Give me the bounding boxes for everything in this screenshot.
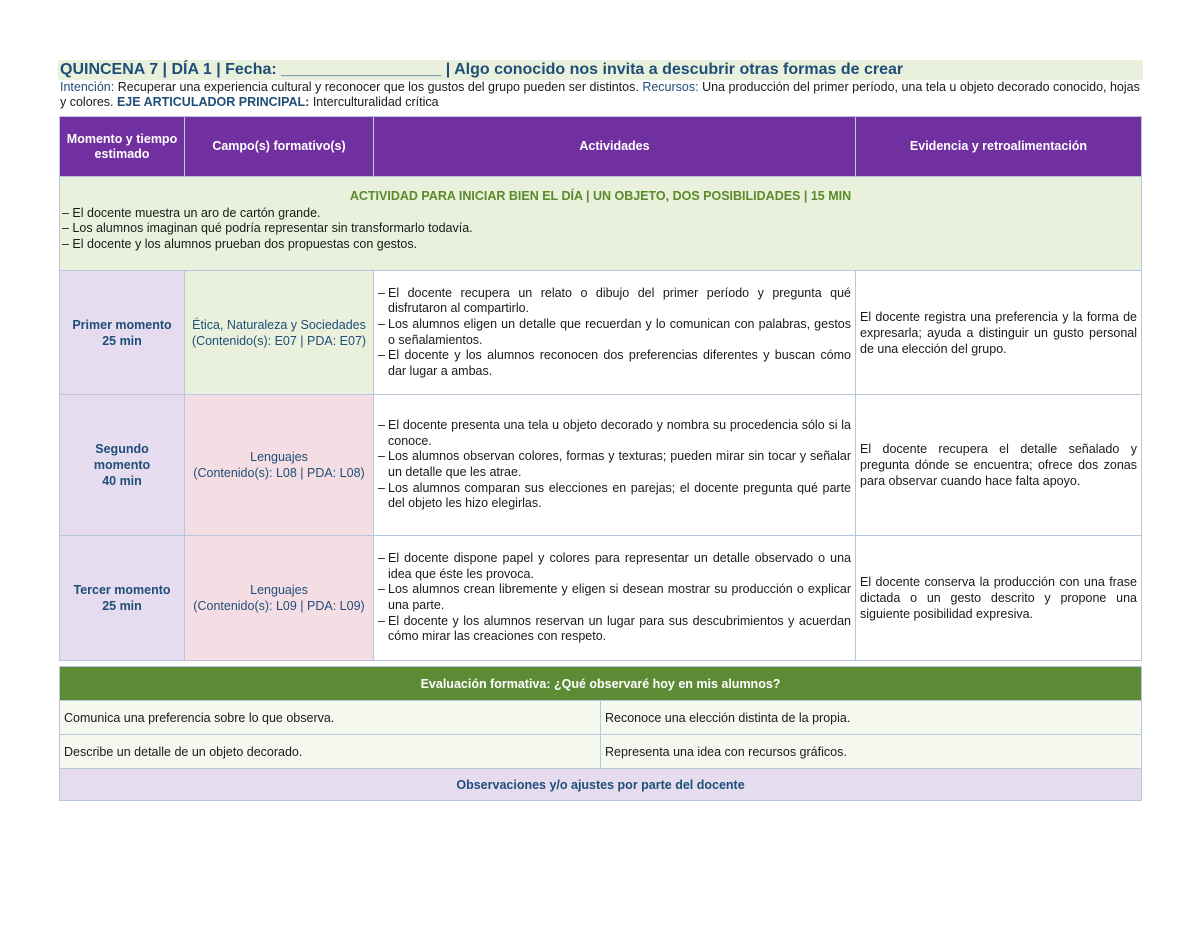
momento-name: Segundo momento xyxy=(93,442,151,472)
campo-name: Lenguajes xyxy=(250,583,308,597)
evidencia-cell: El docente recupera el detalle señalado y pregunta dónde se encuentra; ofrece dos zonas para observar cuando hace falta apoyo. xyxy=(856,395,1142,536)
starter-activity xyxy=(60,177,1142,271)
campo-name: Ética, Naturaleza y Sociedades xyxy=(192,317,366,332)
recursos-text: Una producción del primer período, una tela u objeto decorado conocido, hojas y colores. xyxy=(60,80,1140,109)
momento-cell xyxy=(60,271,185,395)
momento-name: Tercer momento xyxy=(73,583,171,597)
evaluation-cell: Describe un detalle de un objeto decorado. xyxy=(60,735,601,769)
col-header-momento: Momento y tiempo estimado xyxy=(60,117,185,177)
starter-row xyxy=(60,177,1142,271)
planning-page xyxy=(58,60,1143,801)
evidencia-cell: El docente conserva la producción con una frase dictada o un gesto descrito y propone una siguiente posibilidad expresiva. xyxy=(856,536,1142,661)
campo-cell xyxy=(185,536,374,661)
col-header-evidencia: Evidencia y retroalimentación xyxy=(856,117,1142,177)
table-header-row xyxy=(60,117,1142,177)
activity-item: – Los alumnos observan colores, formas y texturas; pueden mirar sin tocar y señalar un detalle que les atrae. xyxy=(378,449,851,479)
momento-cell xyxy=(60,536,185,661)
eje-label: EJE ARTICULADOR PRINCIPAL: xyxy=(116,95,310,109)
evaluation-cell: Reconoce una elección distinta de la propia. xyxy=(601,701,1142,735)
starter-line: – El docente muestra un aro de cartón grande. xyxy=(62,205,321,220)
actividades-cell xyxy=(374,536,856,661)
campo-contenido: (Contenido(s): E07 | PDA: E07) xyxy=(191,333,367,348)
table-row-primer-momento xyxy=(60,271,1142,395)
evaluation-table xyxy=(59,666,1142,801)
evaluation-cell: Comunica una preferencia sobre lo que observa. xyxy=(60,701,601,735)
momento-time: 25 min xyxy=(102,333,142,348)
intencion-label: Intención: xyxy=(60,80,115,94)
campo-cell xyxy=(185,395,374,536)
activities-table xyxy=(59,116,1142,661)
intencion-text: Recuperar una experiencia cultural y reconocer que los gustos del grupo pueden ser distintos. xyxy=(114,80,643,94)
momento-time: 25 min xyxy=(102,599,142,613)
campo-name: Lenguajes xyxy=(250,450,308,464)
campo-contenido: (Contenido(s): L08 | PDA: L08) xyxy=(193,466,365,480)
activity-item: – El docente presenta una tela u objeto decorado y nombra su procedencia sólo si la conoce. xyxy=(378,418,851,448)
starter-line: – Los alumnos imaginan qué podría representar sin transformarlo todavía. xyxy=(62,221,473,235)
momento-cell xyxy=(60,395,185,536)
starter-title: ACTIVIDAD PARA INICIAR BIEN EL DÍA | UN OBJETO, DOS POSIBILIDADES | 15 MIN xyxy=(349,189,852,203)
eje-text: Interculturalidad crítica xyxy=(309,95,439,109)
evaluation-row xyxy=(60,735,1142,769)
activity-item: – El docente recupera un relato o dibujo del primer período y pregunta qué disfrutaron al compartirlo. xyxy=(378,285,851,316)
starter-line: – El docente y los alumnos prueban dos propuestas con gestos. xyxy=(62,236,418,251)
activity-item: – Los alumnos eligen un detalle que recuerdan y lo comunican con palabras, gestos o señalamientos. xyxy=(378,316,851,347)
page-title: QUINCENA 7 | DÍA 1 | Fecha: __________________ | Algo conocido nos invita a descubrir otras formas de crear xyxy=(58,60,1143,80)
actividades-cell xyxy=(374,395,856,536)
activity-item: – El docente y los alumnos reconocen dos preferencias diferentes y buscan cómo dar lugar a ambas. xyxy=(378,348,851,378)
activity-item: – Los alumnos comparan sus elecciones en parejas; el docente pregunta qué parte del objeto les hizo elegirlas. xyxy=(378,480,851,511)
activity-item: – El docente y los alumnos reservan un lugar para sus descubrimientos y acuerdan cómo mirar las creaciones con respeto. xyxy=(378,613,851,644)
recursos-label: Recursos: xyxy=(642,80,699,94)
col-header-actividades: Actividades xyxy=(374,117,856,177)
momento-time: 40 min xyxy=(102,474,142,488)
campo-cell xyxy=(185,271,374,395)
activity-item: – El docente dispone papel y colores para representar un detalle observado o una idea que éste les provoca. xyxy=(378,551,851,581)
evaluation-title: Evaluación formativa: ¿Qué observaré hoy en mis alumnos? xyxy=(60,667,1142,701)
evaluation-cell: Representa una idea con recursos gráficos. xyxy=(601,735,1142,769)
observaciones-row xyxy=(60,769,1142,801)
observaciones-heading: Observaciones y/o ajustes por parte del docente xyxy=(60,769,1142,801)
evaluation-header-row xyxy=(60,667,1142,701)
intro-paragraph xyxy=(58,80,1143,110)
momento-name: Primer momento xyxy=(72,317,172,332)
table-row-tercer-momento xyxy=(60,536,1142,661)
campo-contenido: (Contenido(s): L09 | PDA: L09) xyxy=(193,599,365,613)
table-row-segundo-momento xyxy=(60,395,1142,536)
actividades-cell xyxy=(374,271,856,395)
evidencia-cell: El docente registra una preferencia y la forma de expresarla; ayuda a distinguir un gusto personal de una elección del grupo. xyxy=(856,271,1142,395)
col-header-campo: Campo(s) formativo(s) xyxy=(185,117,374,177)
activity-item: – Los alumnos crean libremente y eligen si desean mostrar su producción o explicar una parte. xyxy=(378,582,851,612)
evaluation-row xyxy=(60,701,1142,735)
